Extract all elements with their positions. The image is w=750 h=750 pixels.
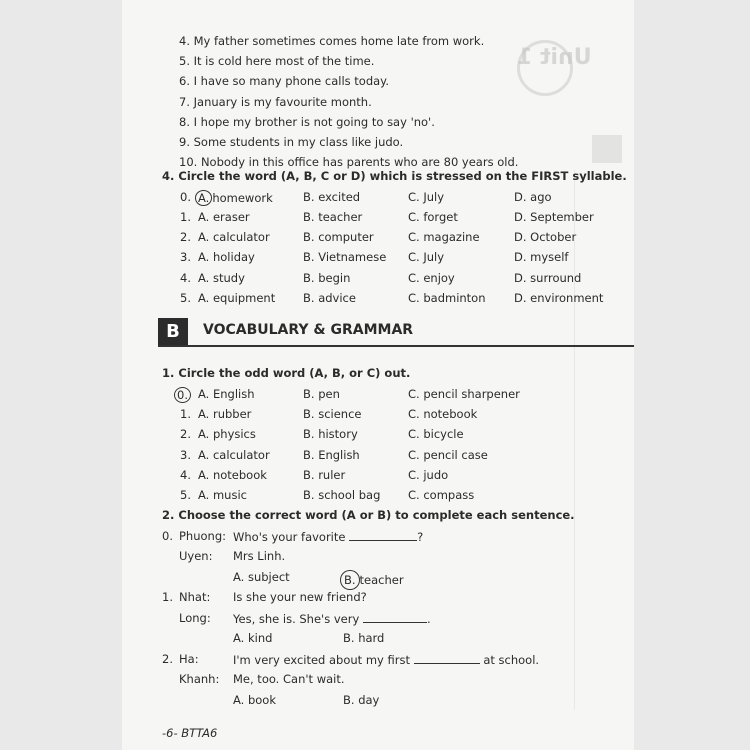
row-number: 4.: [180, 271, 191, 285]
row-number: 3.: [180, 448, 191, 462]
option-b: B. ruler: [303, 468, 346, 482]
option-d: D. October: [514, 230, 577, 244]
option-d: D. September: [514, 210, 594, 224]
sentence-item: 7. January is my favourite month.: [179, 95, 372, 109]
answer-circle: 0.: [174, 387, 191, 403]
bleed-through-section-box: [592, 135, 622, 163]
speaker-name: Nhat:: [179, 590, 211, 604]
dialogue-number: 0.: [162, 529, 173, 543]
option-b: B. history: [303, 427, 358, 441]
answer-blank: [414, 652, 480, 664]
section-divider: [158, 345, 634, 347]
answer-circle: A.: [195, 190, 212, 206]
dialogue-line: Yes, she is. She's very .: [233, 612, 431, 626]
bleed-through-unit-banner: Unit 1: [517, 45, 592, 70]
dialogue-line: Who's your favorite ?: [233, 530, 424, 544]
row-number: 4.: [180, 468, 191, 482]
option-c: C. magazine: [408, 230, 480, 244]
option-a: A. holiday: [198, 250, 255, 264]
dialogue-number: 1.: [162, 590, 173, 604]
option-b: B. school bag: [303, 488, 381, 502]
option-a: A. English: [198, 387, 255, 401]
option-a: A. equipment: [198, 291, 276, 305]
sentence-item: 5. It is cold here most of the time.: [179, 54, 375, 68]
option-b: B. day: [343, 693, 380, 707]
dialogue-number: 2.: [162, 652, 173, 666]
option-b: B. English: [303, 448, 360, 462]
bleed-through-column: [574, 170, 634, 710]
sentence-item: 9. Some students in my class like judo.: [179, 135, 404, 149]
speaker-name: Ha:: [179, 652, 199, 666]
sentence-item: 8. I hope my brother is not going to say 'no'.: [179, 115, 435, 129]
option-a: A. book: [233, 693, 277, 707]
dialogue-line: Mrs Linh.: [233, 549, 286, 563]
option-b-circled: B. teacher: [343, 570, 404, 590]
section-letter-badge: B: [158, 318, 188, 345]
option-b: B. science: [303, 407, 362, 421]
row-number: 2.: [180, 230, 191, 244]
answer-blank: [349, 529, 417, 541]
option-c: C. notebook: [408, 407, 478, 421]
option-a: A. study: [198, 271, 245, 285]
section-title: VOCABULARY & GRAMMAR: [203, 322, 414, 338]
exercise-1-heading: 1. Circle the odd word (A, B, or C) out.: [162, 366, 411, 380]
option-a: A. calculator: [198, 230, 270, 244]
option-a: A. kind: [233, 631, 273, 645]
option-c: C. badminton: [408, 291, 486, 305]
option-c: C. pencil case: [408, 448, 488, 462]
option-b: B. pen: [303, 387, 340, 401]
sentence-item: 10. Nobody in this office has parents who are 80 years old.: [179, 155, 519, 169]
option-a-circled: A. homework: [198, 190, 273, 206]
option-a: A. notebook: [198, 468, 267, 482]
option-d: D. surround: [514, 271, 582, 285]
option-c: C. pencil sharpener: [408, 387, 520, 401]
option-a: A. eraser: [198, 210, 250, 224]
sentence-item: 4. My father sometimes comes home late from work.: [179, 34, 485, 48]
speaker-name: Khanh:: [179, 672, 220, 686]
option-c: C. July: [408, 190, 445, 204]
option-d: D. environment: [514, 291, 604, 305]
speaker-name: Uyen:: [179, 549, 213, 563]
option-a: A. rubber: [198, 407, 252, 421]
row-number-circled: [177, 387, 191, 403]
sentence-item: 6. I have so many phone calls today.: [179, 74, 389, 88]
row-number: 5.: [180, 488, 191, 502]
row-number: 5.: [180, 291, 191, 305]
row-number: 0.: [180, 190, 191, 204]
option-a: A. music: [198, 488, 247, 502]
option-c: C. enjoy: [408, 271, 455, 285]
option-d: D. myself: [514, 250, 569, 264]
exercise-2-heading: 2. Choose the correct word (A or B) to complete each sentence.: [162, 508, 575, 522]
answer-circle: B.: [340, 570, 360, 590]
row-number: 2.: [180, 427, 191, 441]
answer-blank: [363, 611, 427, 623]
option-c: C. July: [408, 250, 445, 264]
dialogue-line: Is she your new friend?: [233, 590, 367, 604]
option-a: A. physics: [198, 427, 256, 441]
option-a: A. calculator: [198, 448, 270, 462]
dialogue-line: Me, too. Can't wait.: [233, 672, 345, 686]
bleed-through-unit-circle: [517, 40, 573, 96]
option-c: C. forget: [408, 210, 458, 224]
exercise-4-heading: 4. Circle the word (A, B, C or D) which is stressed on the FIRST syllable.: [162, 169, 627, 183]
workbook-page: [122, 0, 634, 750]
row-number: 1.: [180, 210, 191, 224]
option-b: B. hard: [343, 631, 385, 645]
option-b: B. teacher: [303, 210, 363, 224]
option-b: B. begin: [303, 271, 351, 285]
option-a: A. subject: [233, 570, 290, 584]
speaker-name: Phuong:: [179, 529, 227, 543]
option-b: B. excited: [303, 190, 361, 204]
row-number: 1.: [180, 407, 191, 421]
dialogue-line: I'm very excited about my first at school.: [233, 653, 540, 667]
option-c: C. judo: [408, 468, 449, 482]
option-b: B. Vietnamese: [303, 250, 387, 264]
option-b: B. computer: [303, 230, 374, 244]
row-number: 3.: [180, 250, 191, 264]
page-footer: -6- BTTA6: [162, 726, 218, 740]
option-c: C. compass: [408, 488, 475, 502]
speaker-name: Long:: [179, 611, 211, 625]
option-d: D. ago: [514, 190, 552, 204]
option-c: C. bicycle: [408, 427, 464, 441]
option-b: B. advice: [303, 291, 356, 305]
